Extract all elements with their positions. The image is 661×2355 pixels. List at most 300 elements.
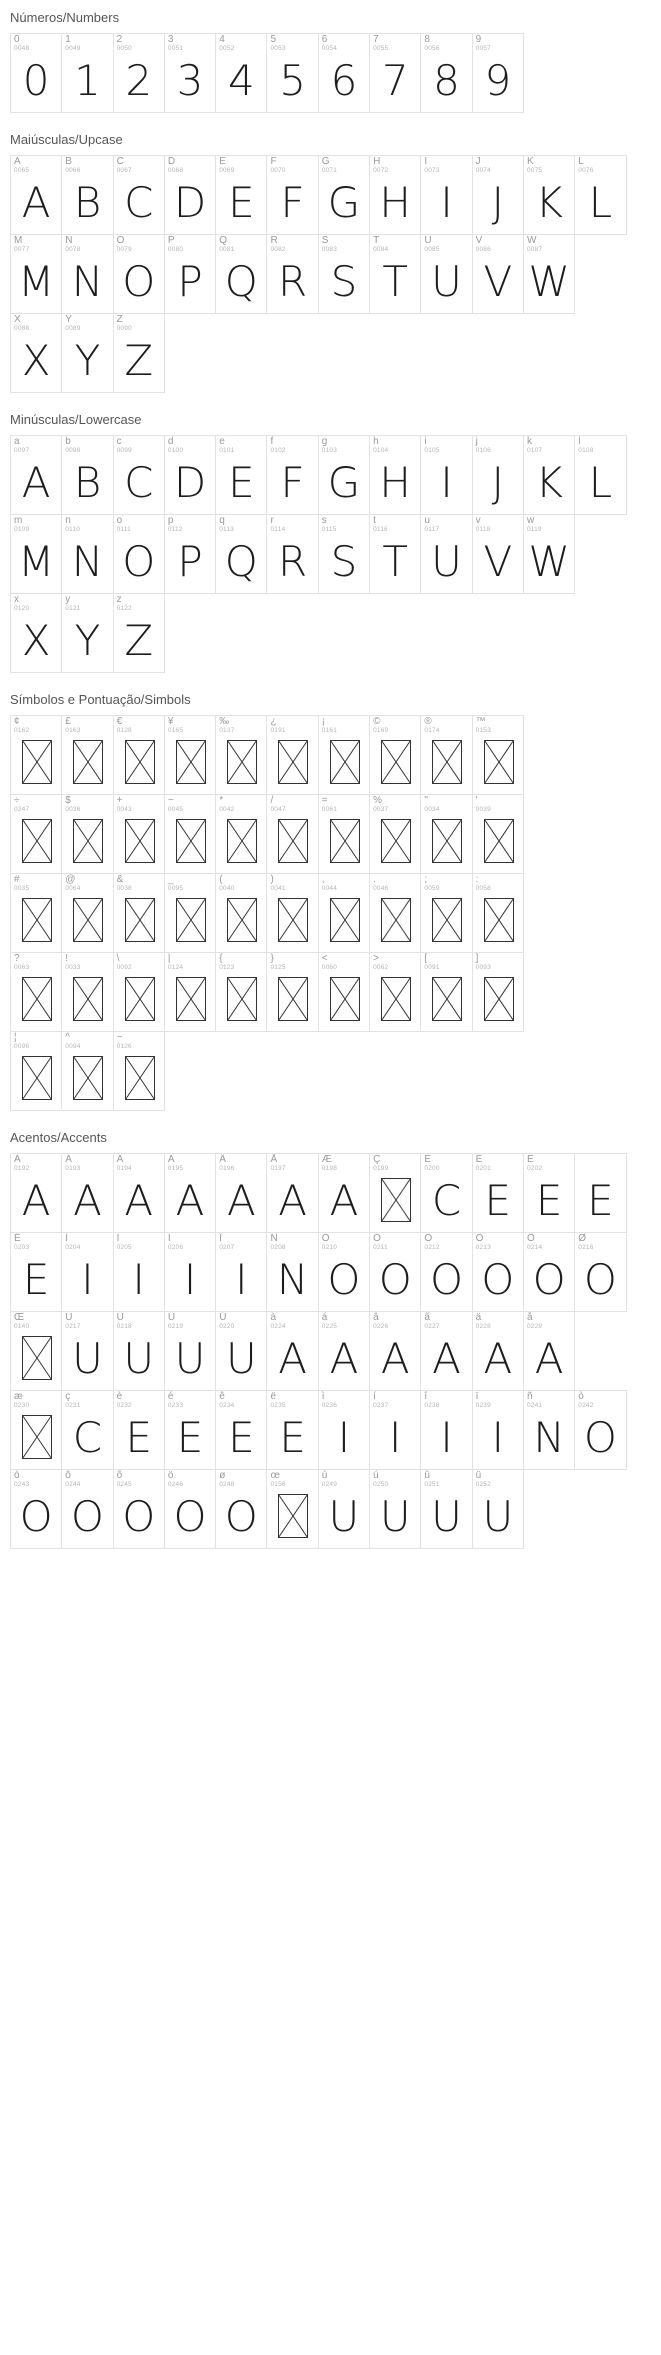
glyph-cell[interactable] (164, 873, 216, 953)
glyph-cell[interactable] (369, 1232, 421, 1312)
glyph-cell[interactable] (113, 313, 165, 393)
glyph-render: E (587, 1176, 614, 1225)
glyph-cell[interactable] (215, 33, 267, 113)
glyph-char-label: L (578, 156, 584, 167)
glyph-cell[interactable] (266, 794, 318, 874)
glyph-render: R (278, 257, 308, 306)
glyph-cell[interactable] (318, 1153, 370, 1233)
glyph-cell[interactable] (113, 33, 165, 113)
glyph-cell[interactable] (61, 1390, 113, 1470)
glyph-render: I (440, 458, 453, 507)
glyph-code-label: 0072 (373, 166, 389, 174)
glyph-cell[interactable] (10, 715, 62, 795)
glyph-char-label: Ì (65, 1233, 69, 1244)
glyph-cell[interactable] (420, 435, 472, 515)
glyph-cell[interactable] (369, 952, 421, 1032)
glyph-cell[interactable] (318, 1390, 370, 1470)
glyph-cell[interactable] (113, 715, 165, 795)
glyph-cell[interactable] (420, 1469, 472, 1549)
glyph-cell[interactable] (61, 155, 113, 235)
glyph-render: E (22, 1255, 50, 1304)
glyph-cell[interactable] (215, 514, 267, 594)
glyph-cell[interactable] (215, 715, 267, 795)
glyph-code-label: 0217 (65, 1322, 81, 1330)
glyph-cell[interactable] (420, 873, 472, 953)
glyph-cell[interactable] (113, 1031, 165, 1111)
glyph-cell[interactable] (164, 1469, 216, 1549)
glyph-code-label: 0161 (321, 726, 338, 734)
glyph-code-label: 0095 (167, 884, 184, 892)
glyph-cell[interactable] (420, 952, 472, 1032)
glyph-char-label: Õ (475, 1233, 484, 1244)
glyph-code-label: 0050 (116, 44, 132, 52)
glyph-cell[interactable] (318, 514, 370, 594)
glyph-cell[interactable] (215, 1390, 267, 1470)
glyph-cell[interactable] (523, 1232, 575, 1312)
glyph-code-label: 0103 (321, 446, 338, 454)
glyph-cell[interactable] (215, 952, 267, 1032)
glyph-render: A (534, 1334, 564, 1383)
glyph-cell[interactable] (61, 1311, 113, 1391)
glyph-cell[interactable] (318, 1469, 370, 1549)
glyph-cell[interactable] (164, 234, 216, 314)
glyph-cell[interactable] (472, 234, 524, 314)
glyph-cell[interactable] (164, 1390, 216, 1470)
glyph-cell[interactable] (472, 1390, 524, 1470)
glyph-char-label: B (65, 156, 72, 167)
glyph-code-label: 0101 (219, 446, 235, 454)
glyph-char-label: \ (116, 953, 120, 964)
glyph-meta (270, 875, 285, 892)
glyph-render: N (71, 537, 104, 586)
section-numbers (0, 0, 661, 116)
glyph-cell[interactable] (420, 155, 472, 235)
glyph-cell[interactable] (61, 313, 113, 393)
glyph-cell[interactable] (420, 715, 472, 795)
glyph-cell[interactable] (523, 155, 575, 235)
glyph-cell[interactable] (318, 33, 370, 113)
glyph-cell[interactable] (61, 1031, 113, 1111)
glyph-code-label: 0111 (116, 525, 131, 533)
glyph-cell[interactable] (113, 794, 165, 874)
glyph-cell[interactable] (523, 435, 575, 515)
glyph-char-label: t (373, 515, 376, 526)
glyph-cell[interactable] (164, 435, 216, 515)
glyph-cell[interactable] (318, 952, 370, 1032)
glyph-char-label: Ö (526, 1233, 535, 1244)
glyph-cell[interactable] (472, 715, 524, 795)
missing-glyph-box (176, 819, 206, 863)
glyph-cell[interactable] (10, 1031, 62, 1111)
glyph-cell[interactable] (61, 593, 113, 673)
glyph-char-label: À (14, 1154, 21, 1165)
glyph-code-label: 0202 (526, 1164, 543, 1172)
glyph-cell[interactable] (215, 1153, 267, 1233)
glyph-cell[interactable] (61, 435, 113, 515)
glyph-cell[interactable] (318, 873, 370, 953)
glyph-cell[interactable] (215, 1469, 267, 1549)
glyph-cell[interactable] (10, 952, 62, 1032)
glyph-cell[interactable] (113, 514, 165, 594)
glyph-cell[interactable] (113, 873, 165, 953)
glyph-char-label: _ (167, 874, 174, 885)
missing-glyph-box (432, 977, 462, 1021)
glyph-cell[interactable] (113, 1153, 165, 1233)
glyph-render: A (21, 178, 51, 227)
glyph-code-label: 0119 (526, 525, 542, 533)
glyph-code-label: 0108 (578, 446, 594, 454)
glyph-code-label: 0163 (65, 726, 81, 734)
glyph-render: B (73, 178, 102, 227)
glyph-cell[interactable] (574, 1390, 626, 1470)
glyph-code-label: 0073 (424, 166, 440, 174)
glyph-cell[interactable] (61, 794, 113, 874)
glyph-cell[interactable] (420, 1311, 472, 1391)
glyph-cell[interactable] (10, 593, 62, 673)
glyph-cell[interactable] (369, 1153, 421, 1233)
glyph-cell[interactable] (420, 1153, 472, 1233)
glyph-cell[interactable] (215, 873, 267, 953)
glyph-code-label: 0039 (475, 805, 491, 813)
glyph-cell[interactable] (472, 1153, 524, 1233)
glyph-meta (14, 717, 29, 734)
missing-glyph-box (125, 898, 155, 942)
glyph-char-label: ñ (526, 1391, 533, 1402)
glyph-render: U (379, 1492, 411, 1541)
glyph-cell[interactable] (369, 1311, 421, 1391)
glyph-cell[interactable] (113, 1390, 165, 1470)
missing-glyph-box (125, 1056, 155, 1100)
section-title-uppercase: Maiúsculas/Upcase (10, 132, 123, 147)
glyph-char-label: ! (65, 953, 69, 964)
glyph-meta (14, 1313, 29, 1330)
glyph-cell[interactable] (523, 234, 575, 314)
glyph-cell[interactable] (369, 1390, 421, 1470)
glyph-char-label: Q (219, 235, 227, 246)
glyph-render: A (124, 1176, 154, 1225)
glyph-cell[interactable] (318, 1232, 370, 1312)
glyph-cell[interactable] (574, 1232, 626, 1312)
glyph-cell[interactable] (215, 1232, 267, 1312)
glyph-cell[interactable] (215, 1311, 267, 1391)
glyph-char-label: ¡ (321, 716, 326, 727)
glyph-char-label: / (270, 795, 274, 806)
glyph-cell[interactable] (369, 33, 421, 113)
glyph-cell[interactable] (10, 155, 62, 235)
glyph-render: Y (74, 616, 101, 665)
glyph-cell[interactable] (113, 1232, 165, 1312)
glyph-cell[interactable] (369, 435, 421, 515)
glyph-meta (270, 954, 285, 971)
glyph-render: O (173, 1492, 207, 1541)
glyph-code-label: 0118 (475, 525, 491, 533)
glyph-cell[interactable] (113, 1311, 165, 1391)
missing-glyph-box (432, 740, 462, 784)
glyph-row (10, 33, 638, 112)
glyph-cell[interactable] (10, 1311, 62, 1391)
glyph-code-label: 0093 (475, 963, 491, 971)
glyph-code-label: 0216 (578, 1243, 594, 1251)
glyph-code-label: 0088 (14, 324, 30, 332)
glyph-cell[interactable] (266, 1311, 318, 1391)
glyph-code-label: 0106 (475, 446, 491, 454)
glyph-render: F (280, 458, 305, 507)
glyph-cell[interactable] (472, 1469, 524, 1549)
glyph-cell[interactable] (266, 514, 318, 594)
glyph-code-label: 0034 (424, 805, 440, 813)
glyph-cell[interactable] (266, 873, 318, 953)
glyph-code-label: 0096 (14, 1042, 30, 1050)
glyph-cell[interactable] (113, 593, 165, 673)
glyph-cell[interactable] (369, 234, 421, 314)
glyph-cell[interactable] (266, 1469, 318, 1549)
glyph-row (10, 313, 638, 392)
glyph-code-label: 0232 (116, 1401, 132, 1409)
glyph-code-label: 0124 (167, 963, 184, 971)
glyph-char-label: q (219, 515, 225, 526)
glyph-cell[interactable] (420, 514, 472, 594)
glyph-cell[interactable] (113, 155, 165, 235)
glyph-cell[interactable] (10, 1153, 62, 1233)
glyph-cell[interactable] (61, 715, 113, 795)
glyph-cell[interactable] (266, 33, 318, 113)
glyph-code-label: 0099 (116, 446, 132, 454)
glyph-cell[interactable] (10, 514, 62, 594)
glyph-cell[interactable] (266, 155, 318, 235)
glyph-cell[interactable] (61, 33, 113, 113)
glyph-cell[interactable] (164, 952, 216, 1032)
glyph-cell[interactable] (61, 514, 113, 594)
glyph-code-label: 0206 (167, 1243, 184, 1251)
glyph-cell[interactable] (61, 873, 113, 953)
glyph-code-label: 0081 (219, 245, 235, 253)
glyph-code-label: 0227 (424, 1322, 440, 1330)
glyph-code-label: 0102 (270, 446, 286, 454)
glyph-cell[interactable] (10, 794, 62, 874)
glyph-cell[interactable] (61, 234, 113, 314)
glyph-char-label: o (116, 515, 123, 526)
glyph-row (10, 435, 638, 514)
glyph-render: O (532, 1255, 566, 1304)
glyph-render: 4 (227, 56, 255, 105)
glyph-meta (476, 875, 491, 892)
glyph-cell[interactable] (266, 435, 318, 515)
glyph-cell[interactable] (472, 952, 524, 1032)
glyph-render: T (382, 257, 409, 306)
glyph-cell[interactable] (113, 1469, 165, 1549)
section-symbols (0, 682, 661, 1114)
glyph-code-label: 0251 (424, 1480, 440, 1488)
glyph-char-label: ù (321, 1470, 328, 1481)
glyph-cell[interactable] (10, 1469, 62, 1549)
missing-glyph-box (73, 977, 103, 1021)
glyph-cell[interactable] (472, 794, 524, 874)
glyph-cell[interactable] (164, 715, 216, 795)
glyph-code-label: 0109 (14, 525, 30, 533)
glyph-cell[interactable] (369, 794, 421, 874)
glyph-render: U (431, 257, 462, 306)
glyph-char-label: É (475, 1154, 483, 1165)
glyph-cell[interactable] (472, 1311, 524, 1391)
glyph-cell[interactable] (10, 313, 62, 393)
glyph-render: A (73, 1176, 102, 1225)
glyph-cell[interactable] (61, 952, 113, 1032)
glyph-row (10, 234, 638, 313)
glyph-render: W (528, 257, 570, 306)
glyph-code-label: 0061 (321, 805, 338, 813)
glyph-cell[interactable] (369, 514, 421, 594)
glyph-code-label: 0040 (219, 884, 235, 892)
glyph-cell[interactable] (318, 794, 370, 874)
glyph-cell[interactable] (164, 794, 216, 874)
glyph-cell[interactable] (318, 435, 370, 515)
glyph-cell[interactable] (523, 1153, 575, 1233)
glyph-cell[interactable] (266, 234, 318, 314)
glyph-cell[interactable] (10, 234, 62, 314)
glyph-cell[interactable] (420, 1232, 472, 1312)
glyph-render: I (440, 1413, 453, 1462)
glyph-cell[interactable] (10, 1232, 62, 1312)
glyph-render: Z (124, 336, 154, 385)
glyph-code-label: 0211 (373, 1243, 388, 1251)
missing-glyph-box (73, 898, 103, 942)
glyph-code-label: 0041 (270, 884, 286, 892)
glyph-meta (373, 717, 388, 734)
glyph-char-label: ^ (65, 1032, 70, 1043)
glyph-code-label: 0191 (270, 726, 286, 734)
glyph-cell[interactable] (472, 435, 524, 515)
glyph-cell[interactable] (61, 1153, 113, 1233)
glyph-cell[interactable] (10, 33, 62, 113)
glyph-cell[interactable] (164, 155, 216, 235)
glyph-cell[interactable] (318, 155, 370, 235)
glyph-cell[interactable] (113, 952, 165, 1032)
glyph-meta (168, 796, 183, 813)
glyph-cell[interactable] (113, 234, 165, 314)
glyph-meta (219, 875, 234, 892)
glyph-cell[interactable] (574, 155, 626, 235)
glyph-cell[interactable] (318, 715, 370, 795)
glyph-cell[interactable] (164, 514, 216, 594)
glyph-code-label: 0043 (116, 805, 132, 813)
glyph-code-label: 0212 (424, 1243, 440, 1251)
glyph-cell[interactable] (164, 33, 216, 113)
glyph-code-label: 0078 (65, 245, 81, 253)
glyph-render: I (389, 1413, 402, 1462)
glyph-cell[interactable] (472, 514, 524, 594)
glyph-render: M (18, 537, 55, 586)
glyph-cell[interactable] (266, 715, 318, 795)
glyph-row (10, 794, 638, 873)
glyph-cell[interactable] (574, 435, 626, 515)
glyph-char-label: 1 (65, 34, 71, 45)
glyph-cell[interactable] (10, 1390, 62, 1470)
glyph-cell[interactable] (523, 514, 575, 594)
glyph-char-label: l (578, 436, 581, 447)
glyph-cell[interactable] (369, 715, 421, 795)
glyph-char-label: | (167, 953, 171, 964)
missing-glyph-box (22, 898, 52, 942)
glyph-cell[interactable] (472, 873, 524, 953)
glyph-render: N (533, 1413, 565, 1462)
glyph-cell[interactable] (472, 33, 524, 113)
glyph-cell[interactable] (164, 1311, 216, 1391)
glyph-cell[interactable] (523, 1390, 575, 1470)
glyph-cell[interactable] (420, 794, 472, 874)
glyph-meta (270, 717, 285, 734)
glyph-cell[interactable] (574, 1153, 626, 1233)
glyph-render: X (21, 336, 51, 385)
glyph-render: I (183, 1255, 197, 1304)
glyph-cell[interactable] (10, 435, 62, 515)
glyph-cell[interactable] (266, 1232, 318, 1312)
glyph-cell[interactable] (523, 1311, 575, 1391)
glyph-cell[interactable] (472, 1232, 524, 1312)
glyph-cell[interactable] (164, 1232, 216, 1312)
glyph-cell[interactable] (61, 1232, 113, 1312)
glyph-code-label: 0123 (219, 963, 235, 971)
glyph-code-label: 0120 (14, 604, 30, 612)
glyph-char-label: Å (270, 1154, 278, 1165)
glyph-code-label: 0121 (65, 604, 81, 612)
glyph-char-label: O (116, 235, 125, 246)
glyph-cell[interactable] (215, 435, 267, 515)
missing-glyph-box (381, 898, 411, 942)
section-title-numbers: Números/Numbers (10, 10, 120, 25)
glyph-row (10, 593, 638, 672)
glyph-cell[interactable] (164, 1153, 216, 1233)
glyph-char-label: ü (475, 1470, 482, 1481)
glyph-cell[interactable] (369, 1469, 421, 1549)
glyph-code-label: 0205 (116, 1243, 132, 1251)
glyph-cell[interactable] (266, 1390, 318, 1470)
glyph-cell[interactable] (420, 1390, 472, 1470)
glyph-code-label: 0225 (321, 1322, 338, 1330)
glyph-cell[interactable] (420, 234, 472, 314)
glyph-code-label: 0117 (424, 525, 440, 533)
glyph-code-label: 0075 (526, 166, 543, 174)
glyph-cell[interactable] (266, 1153, 318, 1233)
glyph-char-label: { (219, 953, 223, 964)
glyph-cell[interactable] (215, 234, 267, 314)
glyph-code-label: 0068 (167, 166, 184, 174)
glyph-cell[interactable] (318, 234, 370, 314)
glyph-code-label: 0140 (14, 1322, 30, 1330)
glyph-cell[interactable] (369, 155, 421, 235)
glyph-render: B (73, 458, 102, 507)
glyph-cell[interactable] (266, 952, 318, 1032)
glyph-code-label: 0242 (578, 1401, 594, 1409)
glyph-cell[interactable] (215, 155, 267, 235)
glyph-cell[interactable] (369, 873, 421, 953)
glyph-code-label: 0084 (373, 245, 389, 253)
glyph-cell[interactable] (472, 155, 524, 235)
glyph-render: A (483, 1334, 513, 1383)
glyph-char-label: E (219, 156, 226, 167)
glyph-code-label: 0079 (116, 245, 132, 253)
glyph-char-label: ë (270, 1391, 277, 1402)
glyph-code-label: 0113 (219, 525, 234, 533)
glyph-code-label: 0194 (116, 1164, 132, 1172)
glyph-cell[interactable] (318, 1311, 370, 1391)
glyph-cell[interactable] (113, 435, 165, 515)
glyph-cell[interactable] (10, 873, 62, 953)
glyph-cell[interactable] (420, 33, 472, 113)
glyph-cell[interactable] (61, 1469, 113, 1549)
glyph-code-label: 0203 (14, 1243, 30, 1251)
glyph-cell[interactable] (215, 794, 267, 874)
glyph-char-label: ~ (116, 1032, 123, 1043)
